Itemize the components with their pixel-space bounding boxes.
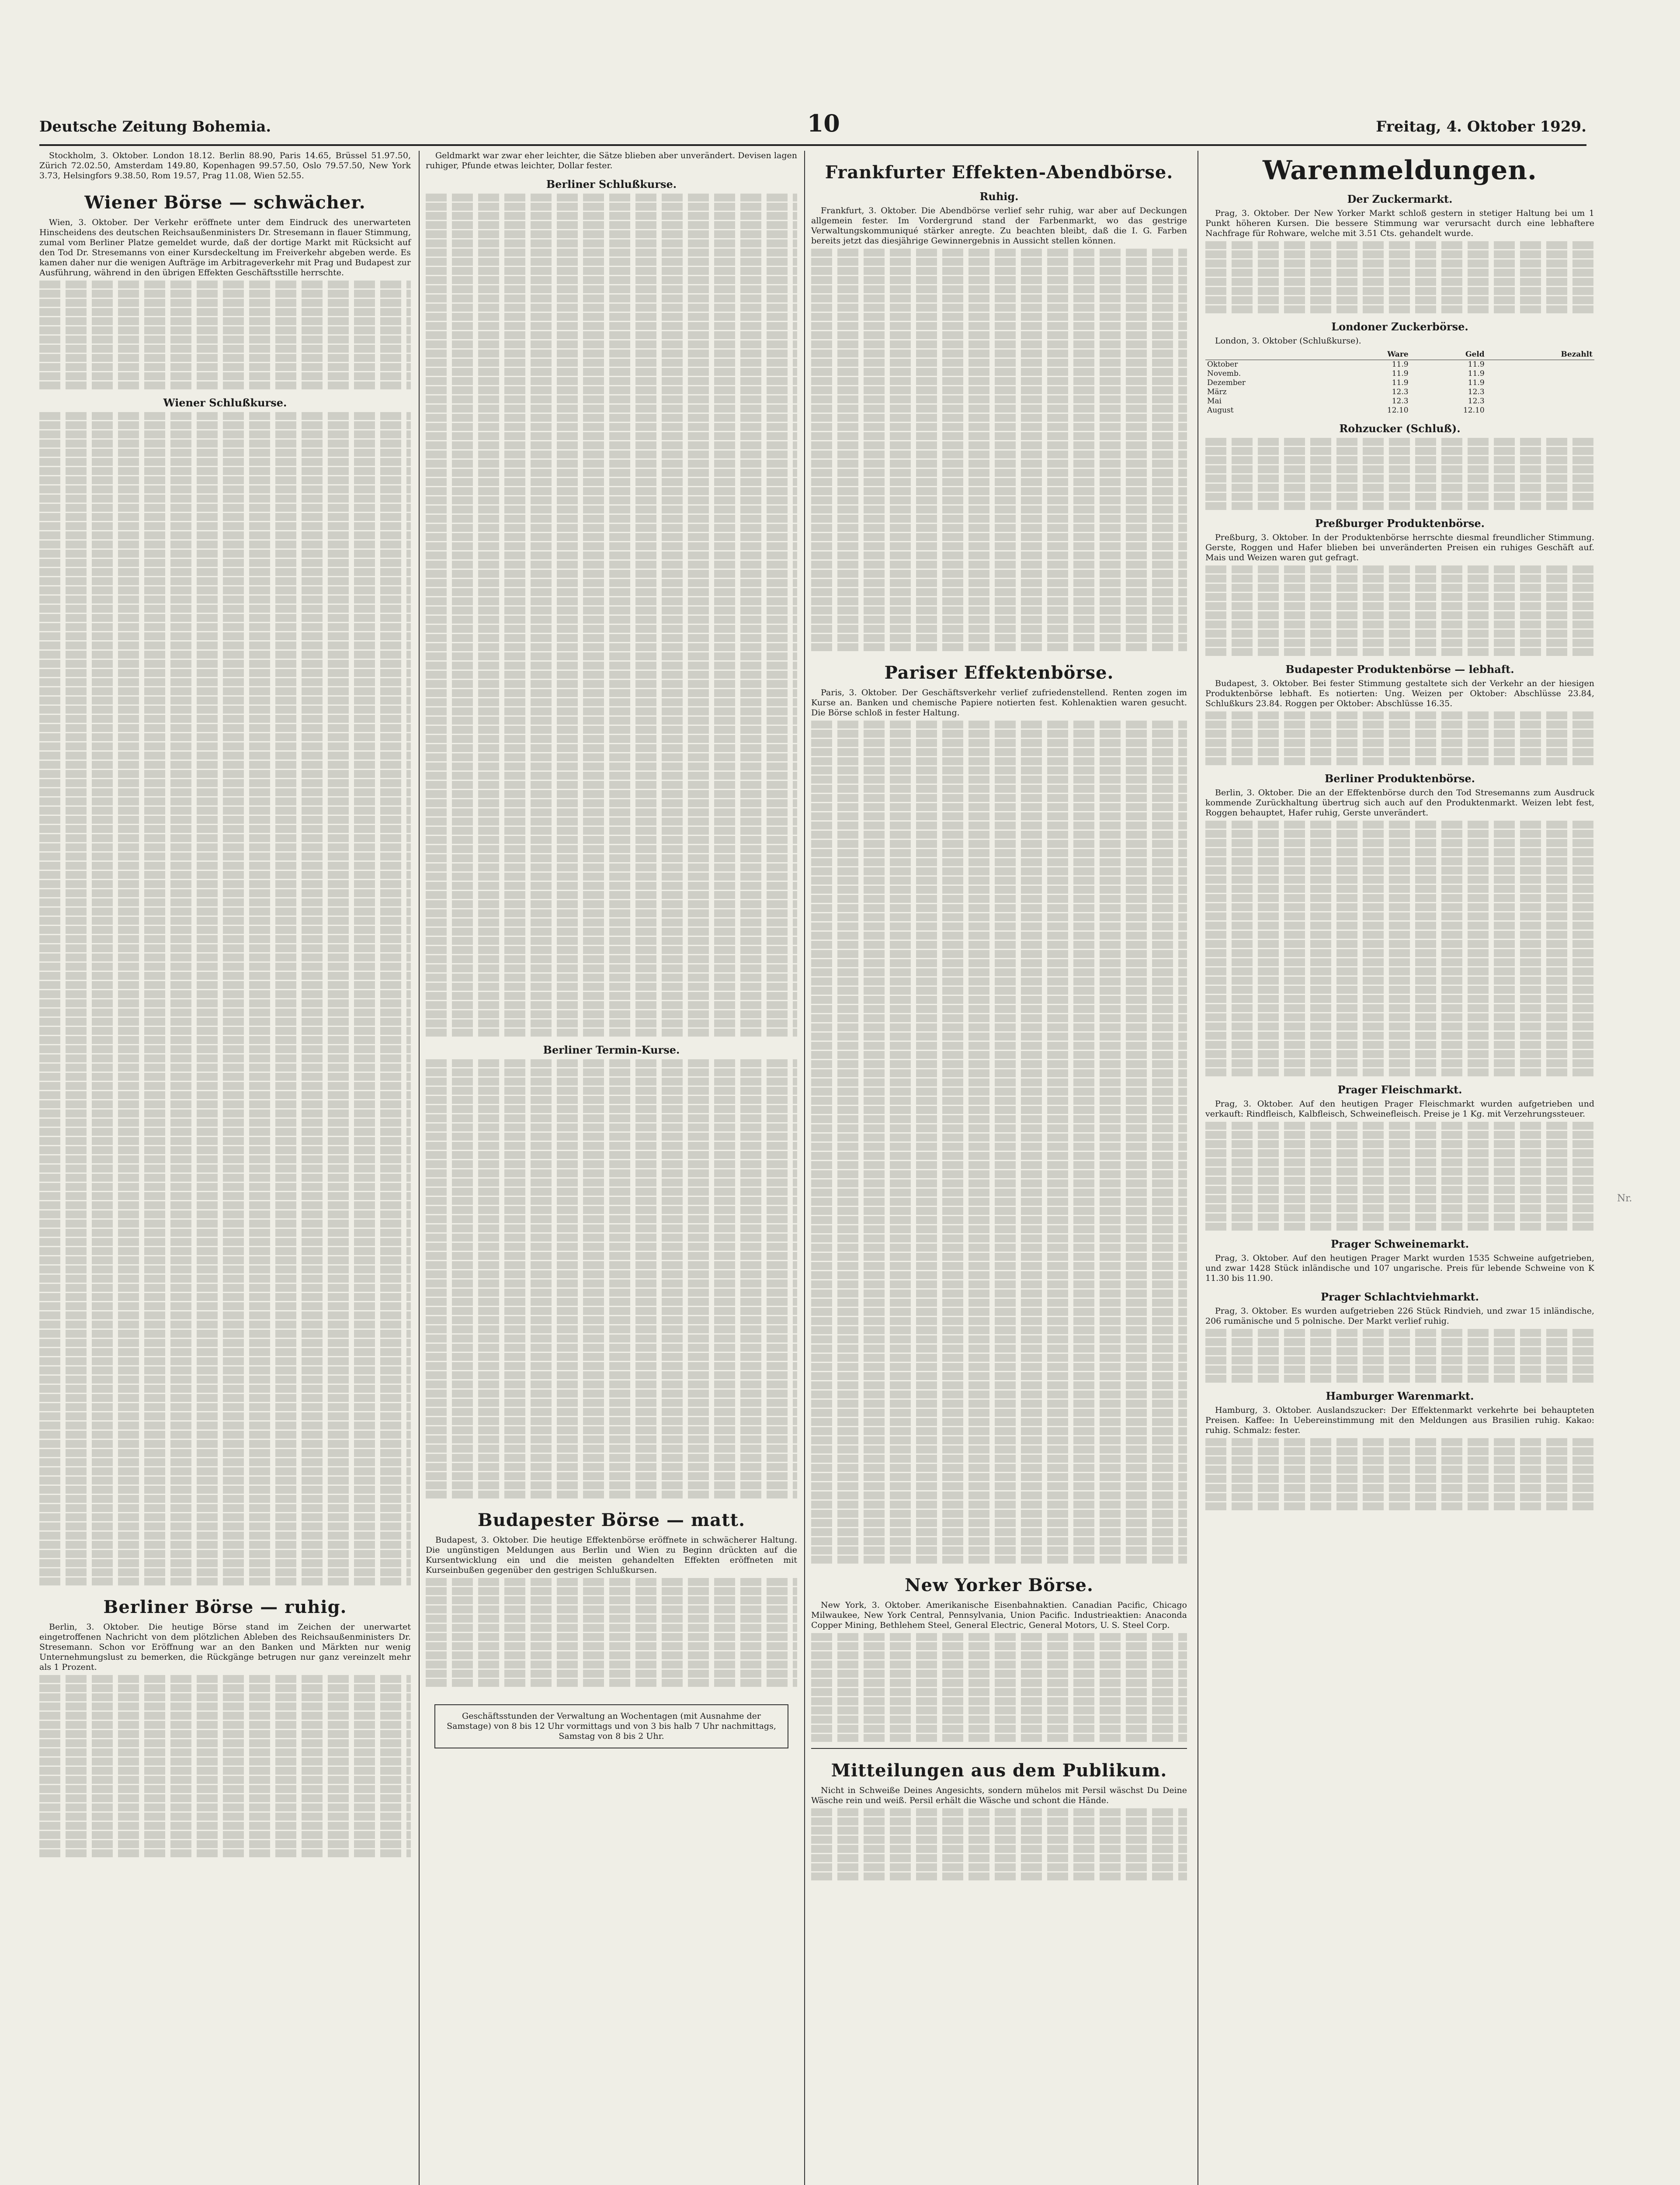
publikum-continuation: [811, 1808, 1187, 1880]
paris-heading: Pariser Effektenbörse.: [884, 662, 1114, 683]
wien-quote-table: [39, 412, 411, 1585]
issue-date: Freitag, 4. Oktober 1929.: [1376, 118, 1586, 135]
frankfurt-continuation: [811, 249, 1187, 651]
berlin-boerse-heading: Berliner Börse — ruhig.: [103, 1597, 347, 1617]
stockholm-report: Stockholm, 3. Oktober. London 18.12. Berlin 88.90, Paris 14.65, Brüssel 51.97.50, Zürich 72.02.50, Amsterdam 149.80, Kopenhagen 99.57.50, Oslo 79.57.50, New York 3.73, Helsingfors 9.38.50, Rom 19.57, Prag 11.08, Wien 52.55.: [39, 151, 411, 180]
fleischmarkt-heading: Prager Fleischmarkt.: [1337, 1083, 1462, 1096]
berlin-termin-heading: Berliner Termin-Kurse.: [543, 1044, 680, 1056]
column-4: [1198, 151, 1594, 2185]
london-zucker-table: [1205, 350, 1594, 415]
rohzucker-heading: Rohzucker (Schluß).: [1339, 422, 1461, 435]
hamburg-heading: Hamburger Warenmarkt.: [1326, 1390, 1474, 1402]
berlin-continuation: [39, 1675, 411, 1857]
berlin-boerse-text: Berlin, 3. Oktober. Die heutige Börse stand im Zeichen der unerwartet eingetroffenen Nachricht von dem plötzlichen Ableben des Reichsaußenministers Dr. Stresemann. Schon vor Eröffnung war an den Banken und Märkten nur wenig Unternehmungslust zu bemerken, die Rückgänge betrugen nur ganz vereinzelt mehr als 1 Prozent.: [39, 1622, 411, 1672]
column-3: [804, 151, 1193, 2185]
warenmeldungen-title: Warenmeldungen.: [1263, 155, 1537, 186]
newyork-heading: New Yorker Börse.: [905, 1575, 1093, 1595]
wien-continuation: [39, 281, 411, 389]
hamburg-text: Hamburg, 3. Oktober. Auslandszucker: Der Effektenmarkt verkehrte bei behaupteten Preisen. Kaffee: In Uebereinstimmung mit den Meldungen aus Brasilien ruhig. Kakao: ruhig. Schmalz: fester.: [1205, 1405, 1594, 1435]
london-col-ware: Ware: [1334, 350, 1410, 360]
budapest-boerse-text: Budapest, 3. Oktober. Die heutige Effektenbörse eröffnete in schwächerer Haltung. Die ungünstigen Meldungen aus Berlin und Wien zu Beginn drückten auf die Kursentwicklung ein und die meisten gehandelten Effekten eröffneten mit Kurseinbußen gegenüber den gestrigen Schlußkursen.: [426, 1535, 797, 1575]
wien-boerse-heading: Wiener Börse — schwächer.: [84, 192, 366, 213]
page-number: 10: [807, 109, 840, 137]
frankfurt-heading: Frankfurter Effekten-Abendbörse.: [825, 162, 1173, 183]
table-row: Mai 12.3 12.3: [1207, 397, 1485, 406]
fleischmarkt-continuation: [1205, 1122, 1594, 1231]
schlachtvieh-heading: Prager Schlachtviehmarkt.: [1321, 1290, 1479, 1303]
publikum-rule: [811, 1748, 1187, 1749]
zucker-continuation: [1205, 241, 1594, 313]
berlin-produkten-text: Berlin, 3. Oktober. Die an der Effektenbörse durch den Tod Stresemanns zum Ausdruck kommende Zurückhaltung übertrug sich auch auf den Produktenmarkt. Weizen lebt fest, Roggen behauptet, Hafer ruhig, Gerste unverändert.: [1205, 788, 1594, 818]
masthead: [39, 109, 1586, 135]
berlin-produkten-heading: Berliner Produktenbörse.: [1324, 772, 1475, 785]
top-rule: [39, 144, 1586, 146]
schlachtvieh-continuation: [1205, 1329, 1594, 1383]
zucker-heading: Der Zuckermarkt.: [1347, 193, 1453, 205]
pressburg-text: Preßburg, 3. Oktober. In der Produktenbörse herrschte diesmal freundlicher Stimmung. Gerste, Roggen und Hafer blieben bei unveränderten Preisen ein ruhiges Geschäft auf. Mais und Weizen waren gut gefragt.: [1205, 533, 1594, 562]
budapest-boerse-heading: Budapester Börse — matt.: [477, 1510, 746, 1530]
margin-mark: Nr.: [1617, 1193, 1632, 1204]
schlachtvieh-text: Prag, 3. Oktober. Es wurden aufgetrieben 226 Stück Rindvieh, und zwar 15 inländische, 206 rumänische und 5 polnische. Der Markt verlief ruhig.: [1205, 1306, 1594, 1326]
schweinemarkt-heading: Prager Schweinemarkt.: [1330, 1238, 1469, 1250]
pressburg-heading: Preßburger Produktenbörse.: [1315, 517, 1485, 530]
table-row: August 12.10 12.10: [1207, 406, 1485, 415]
budapest-produkten-text: Budapest, 3. Oktober. Bei fester Stimmung gestaltete sich der Verkehr an der hiesigen Produktenbörse lebhaft. Es notierten: Ung. Weizen per Oktober: Abschlüsse 23.84, Schlußkurs 23.84. Roggen per Oktober: Abschlüsse 16.35.: [1205, 679, 1594, 708]
wien-boerse-text: Wien, 3. Oktober. Der Verkehr eröffnete unter dem Eindruck des unerwarteten Hinscheidens des deutschen Reichsaußenministers Dr. Stresemann in flauer Stimmung, zumal vom Berliner Platze gemeldet wurde, daß der dortige Markt mit Rücksicht auf den Tod Dr. Stresemanns von einer Kursdeckeltung im Freiverkehr abgeben werde. Es kamen daher nur die wenigen Aufträge im Arbitrageverkehr mit Prag und Budapest zur Ausführung, während in den übrigen Effekten Geschäftsstille herrschte.: [39, 218, 411, 277]
publikum-heading: Mitteilungen aus dem Publikum.: [831, 1760, 1167, 1781]
london-col-geld: Geld: [1410, 350, 1486, 360]
london-col-bezahlt: Bezahlt: [1486, 350, 1594, 360]
hamburg-continuation: [1205, 1438, 1594, 1510]
paris-continuation: [811, 721, 1187, 1564]
column-2: [419, 151, 803, 2185]
zucker-text: Prag, 3. Oktober. Der New Yorker Markt schloß gestern in stetiger Haltung bei um 1 Punkt höheren Kursen. Die bessere Stimmung war verursacht durch eine lebhaftere Nachfrage für Rohware, welche mit 3.51 Cts. gehandelt wurde.: [1205, 208, 1594, 238]
berlin-schluss-heading: Berliner Schlußkurse.: [546, 178, 677, 191]
wien-schluss-heading: Wiener Schlußkurse.: [163, 396, 287, 409]
paper-title: Deutsche Zeitung Bohemia.: [39, 118, 271, 135]
geldmarkt-text: Geldmarkt war zwar eher leichter, die Sätze blieben aber unverändert. Devisen lagen ruhiger, Pfunde etwas leichter, Dollar fester.: [426, 151, 797, 170]
table-row: Oktober 11.9 11.9: [1207, 360, 1485, 369]
frankfurt-subheading: Ruhig.: [979, 190, 1019, 203]
budapest-continuation: [426, 1578, 797, 1687]
paris-text: Paris, 3. Oktober. Der Geschäftsverkehr verlief zufriedenstellend. Renten zogen im Kurse an. Banken und chemische Papiere notierten fest. Kohlenaktien waren gesucht. Die Börse schloß in fester Haltung.: [811, 688, 1187, 718]
berlin-schluss-table: [426, 194, 797, 1037]
budapest-produkten-heading: Budapester Produktenbörse — lebhaft.: [1285, 663, 1514, 676]
fleischmarkt-text: Prag, 3. Oktober. Auf den heutigen Prager Fleischmarkt wurden aufgetrieben und verkauft: Rindfleisch, Kalbfleisch, Schweinefleisch. Preise je 1 Kg. mit Verzehrungssteuer.: [1205, 1099, 1594, 1119]
newyork-text: New York, 3. Oktober. Amerikanische Eisenbahnaktien. Canadian Pacific, Chicago Milwaukee, New York Central, Pennsylvania, Union Pacific. Industrieaktien: Anaconda Copper Mining, Bethlehem Steel, General Electric, General Motors, U. S. Steel Corp.: [811, 1600, 1187, 1630]
publikum-text: Nicht in Schweiße Deines Angesichts, sondern mühelos mit Persil wäschst Du Deine Wäsche rein und weiß. Persil erhält die Wäsche und schont die Hände.: [811, 1786, 1187, 1805]
column-1: [39, 151, 417, 2185]
schweinemarkt-text: Prag, 3. Oktober. Auf den heutigen Prager Markt wurden 1535 Schweine aufgetrieben, und zwar 1428 Stück inländische und 107 ungarische. Preis für lebende Schweine von K 11.30 bis 11.90.: [1205, 1253, 1594, 1283]
london-col-month: [1205, 350, 1334, 360]
newyork-continuation: [811, 1633, 1187, 1742]
london-zucker-sub: London, 3. Oktober (Schlußkurse).: [1215, 336, 1361, 346]
frankfurt-text: Frankfurt, 3. Oktober. Die Abendbörse verlief sehr ruhig, war aber auf Deckungen allgemein fester. Im Vordergrund stand der Farbenmarkt, wo das gestrige Verwaltungskommuniqué stärker anregte. Zu beachten bleibt, daß die I. G. Farben bereits jetzt das diesjährige Gewinnergebnis in Aussicht stellen können.: [811, 206, 1187, 246]
berlin-produkten-continuation: [1205, 821, 1594, 1076]
table-row: März 12.3 12.3: [1207, 388, 1485, 396]
pressburg-continuation: [1205, 565, 1594, 656]
table-row: Dezember 11.9 11.9: [1207, 378, 1485, 387]
rohzucker-table: [1205, 438, 1594, 510]
london-zucker-heading: Londoner Zuckerbörse.: [1331, 320, 1468, 333]
berlin-termin-table: [426, 1059, 797, 1498]
budapest-produkten-continuation: [1205, 711, 1594, 765]
office-hours-notice: Geschäftsstunden der Verwaltung an Wochentagen (mit Ausnahme der Samstage) von 8 bis 12 Uhr vormittags und von 3 bis halb 7 Uhr nachmittags, Samstag von 8 bis 2 Uhr.: [434, 1704, 788, 1748]
table-row: Novemb. 11.9 11.9: [1207, 369, 1485, 378]
